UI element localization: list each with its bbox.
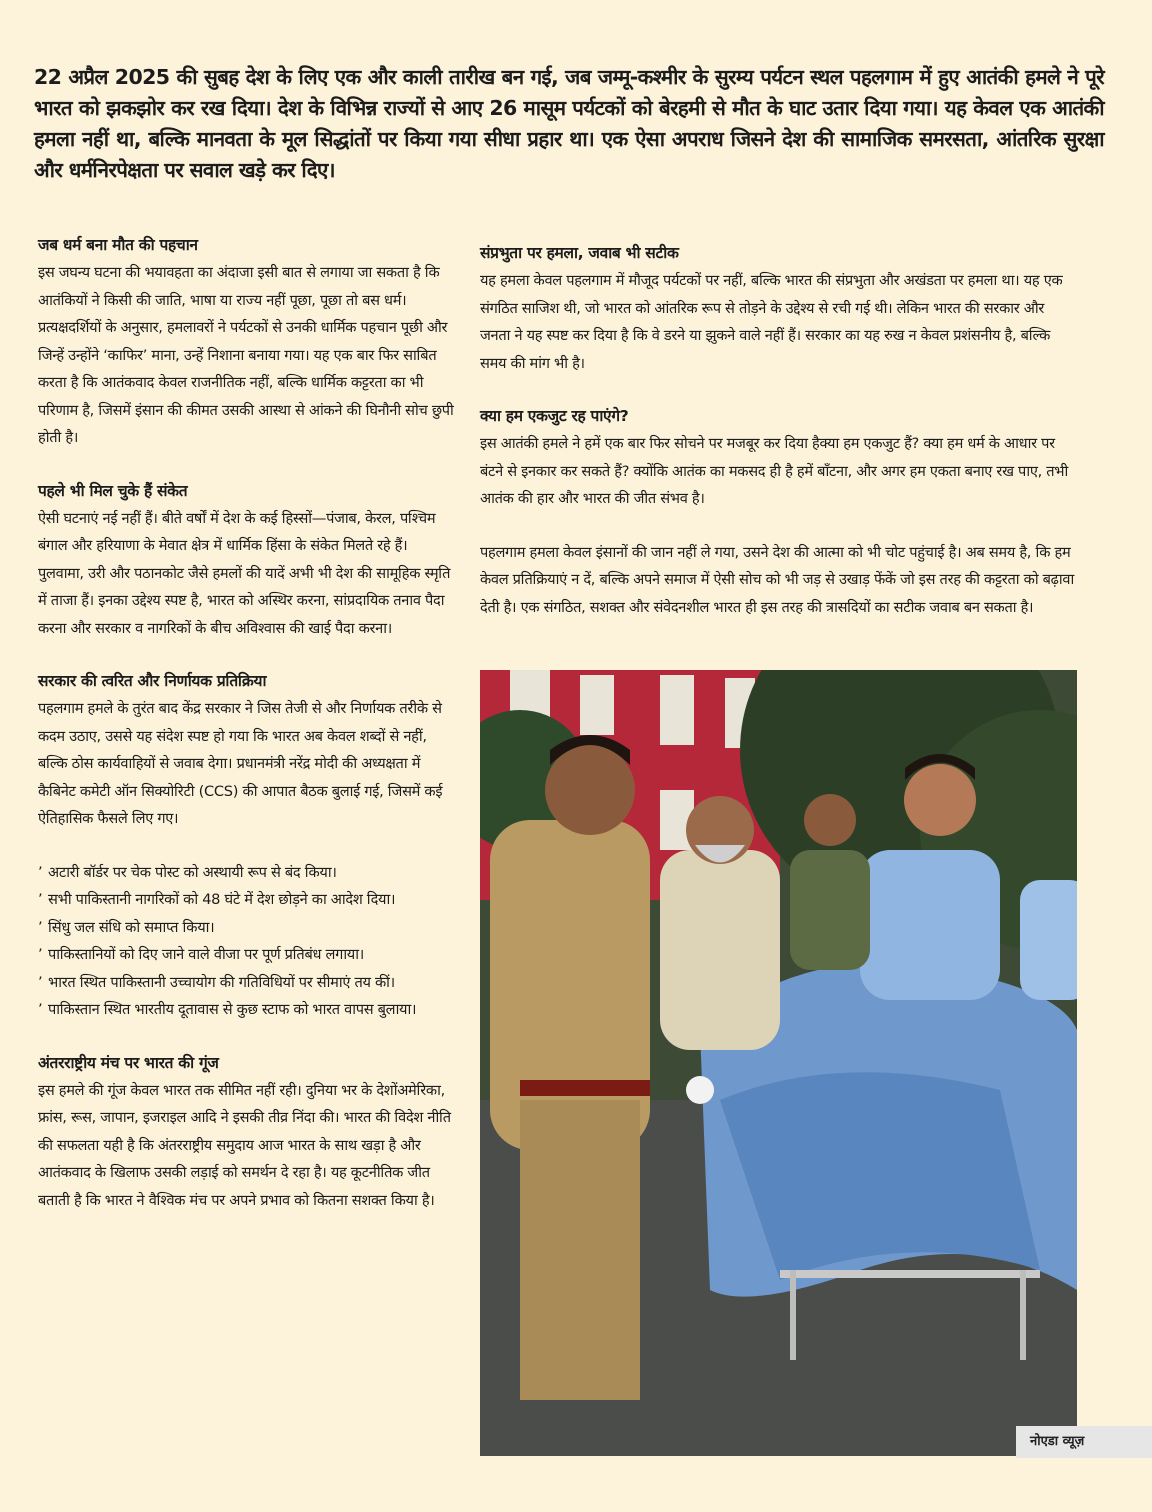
section-unity [480,403,1078,513]
list-item: ’ पाकिस्तान स्थित भारतीय दूतावास से कुछ स्टाफ को भारत वापस बुलाया। [38,996,456,1024]
list-item: ’ सभी पाकिस्तानी नागरिकों को 48 घंटे में देश छोड़ने का आदेश दिया। [38,886,456,914]
section-body: इस हमले की गूंज केवल भारत तक सीमित नहीं रही। दुनिया भर के देशोंअमेरिका, फ्रांस, रूस, जापान, इजराइल आदि ने इसकी तीव्र निंदा की। भारत की विदेश नीति की सफलता यही है कि अंतरराष्ट्रीय समुदाय आज भारत के साथ खड़ा है और आतंकवाद के खिलाफ उसकी लड़ाई को समर्थन दे रहा है। यह कूटनीतिक जीत बताती है कि भारत ने वैश्विक मंच पर अपने प्रभाव को कितना सशक्त किया है। [38,1081,451,1209]
section-body: इस आतंकी हमले ने हमें एक बार फिर सोचने पर मजबूर कर दिया हैक्या हम एकजुट हैं? क्या हम धर्म के आधार पर बंटने से इनकार कर सकते हैं? क्योंकि आतंक का मकसद ही है हमें बाँटना, और अगर हम एकता बनाए रख पाए, तभी आतंक की हार और भारत की जीत संभव है। [480,435,1069,507]
right-column [480,240,1078,647]
list-item: ’ पाकिस्तानियों को दिए जाने वाले वीजा पर पूर्ण प्रतिबंध लगाया। [38,941,456,969]
news-photo-illustration [480,670,1077,1456]
section-sovereignty [480,240,1078,377]
section-heading: जब धर्म बना मौत की पहचान [38,236,198,254]
section-heading: पहले भी मिल चुके हैं संकेत [38,481,188,500]
section-heading: सरकार की त्वरित और निर्णायक प्रतिक्रिया [38,672,267,690]
section-body: यह हमला केवल पहलगाम में मौजूद पर्यटकों पर नहीं, बल्कि भारत की संप्रभुता और अखंडता पर हमला था। यह एक संगठित साजिश थी, जो भारत को आंतरिक रूप से तोड़ने के उद्देश्य से रची गई थी। लेकिन भारत की सरकार और जनता ने यह स्पष्ट कर दिया है कि वे डरने या झुकने वाले नहीं हैं। सरकार का यह रुख न केवल प्रशंसनीय है, बल्कि समय की मांग भी है। [480,272,1063,372]
photo-credit: नोएडा व्यूज़ [1016,1426,1152,1458]
left-column [38,232,456,1240]
list-item: ’ सिंधु जल संधि को समाप्त किया। [38,914,456,942]
section-international-echo [38,1050,456,1215]
section-body: ऐसी घटनाएं नई नहीं हैं। बीते वर्षों में देश के कई हिस्सों—पंजाब, केरल, पश्चिम बंगाल और हरियाणा के मेवात क्षेत्र में धार्मिक हिंसा के संकेत मिलते रहे हैं। पुलवामा, उरी और पठानकोट जैसे हमलों की यादें अभी भी देश की सामूहिक स्मृति में ताजा हैं। इनका उद्देश्य स्पष्ट है, भारत को अस्थिर करना, सांप्रदायिक तनाव पैदा करना और सरकार व नागरिकों के बीच अविश्वास की खाई पैदा करना। [38,509,451,637]
list-item: ’ अटारी बॉर्डर पर चेक पोस्ट को अस्थायी रूप से बंद किया। [38,859,456,887]
section-earlier-signals [38,478,456,643]
section-religion-identity [38,232,456,452]
section-heading: क्या हम एकजुट रह पाएंगे? [480,407,629,425]
closing-paragraph: पहलगाम हमला केवल इंसानों की जान नहीं ले गया, उसने देश की आत्मा को भी चोट पहुंचाई है। अब समय है, कि हम केवल प्रतिक्रियाएं न दें, बल्कि अपने समाज में ऐसी सोच को भी जड़ से उखाड़ फेंकें जो इस तरह की कट्टरता को बढ़ावा देती है। एक संगठित, सशक्त और संवेदनशील भारत ही इस तरह की त्रासदियों का सटीक जवाब बन सकता है। [480,543,1074,616]
news-photo [480,670,1077,1456]
decision-list [38,859,456,1024]
section-heading: अंतरराष्ट्रीय मंच पर भारत की गूंज [38,1053,219,1072]
section-body: इस जघन्य घटना की भयावहता का अंदाजा इसी बात से लगाया जा सकता है कि आतंकियों ने किसी की जाति, भाषा या राज्य नहीं पूछा, पूछा तो बस धर्म। प्रत्यक्षदर्शियों के अनुसार, हमलावरों ने पर्यटकों से उनकी धार्मिक पहचान पूछी और जिन्हें उन्होंने ‘काफिर’ माना, उन्हें निशाना बनाया गया। यह एक बार फिर साबित करता है कि आतंकवाद केवल राजनीतिक नहीं, बल्कि धार्मिक कट्टरता का भी परिणाम है, जिसमें इंसान की कीमत उसकी आस्था से आंकने की घिनौनी सोच छुपी होती है। [38,264,454,446]
section-government-response [38,668,456,833]
intro-paragraph: 22 अप्रैल 2025 की सुबह देश के लिए एक और काली तारीख बन गई, जब जम्मू-कश्मीर के सुरम्य पर्यटन स्थल पहलगाम में हुए आतंकी हमले ने पूरे भारत को झकझोर कर रख दिया। देश के विभिन्न राज्यों से आए 26 मासूम पर्यटकों को बेरहमी से मौत के घाट उतार दिया गया। यह केवल एक आतंकी हमला नहीं था, बल्कि मानवता के मूल सिद्धांतों पर किया गया सीधा प्रहार था। एक ऐसा अपराध जिसने देश की सामाजिक समरसता, आंतरिक सुरक्षा और धर्मनिरपेक्षता पर सवाल खड़े कर दिए। [34,65,1104,182]
list-item: ’ भारत स्थित पाकिस्तानी उच्चायोग की गतिविधियों पर सीमाएं तय कीं। [38,969,456,997]
section-body: पहलगाम हमले के तुरंत बाद केंद्र सरकार ने जिस तेजी से और निर्णायक तरीके से कदम उठाए, उससे यह संदेश स्पष्ट हो गया कि भारत अब केवल शब्दों से नहीं, बल्कि ठोस कार्यवाहियों से जवाब देगा। प्रधानमंत्री नरेंद्र मोदी की अध्यक्षता में कैबिनेट कमेटी ऑन सिक्योरिटी (CCS) की आपात बैठक बुलाई गई, जिसमें कई ऐतिहासिक फैसले लिए गए। [38,700,443,827]
section-closing [480,539,1078,622]
section-heading: संप्रभुता पर हमला, जवाब भी सटीक [480,244,679,262]
